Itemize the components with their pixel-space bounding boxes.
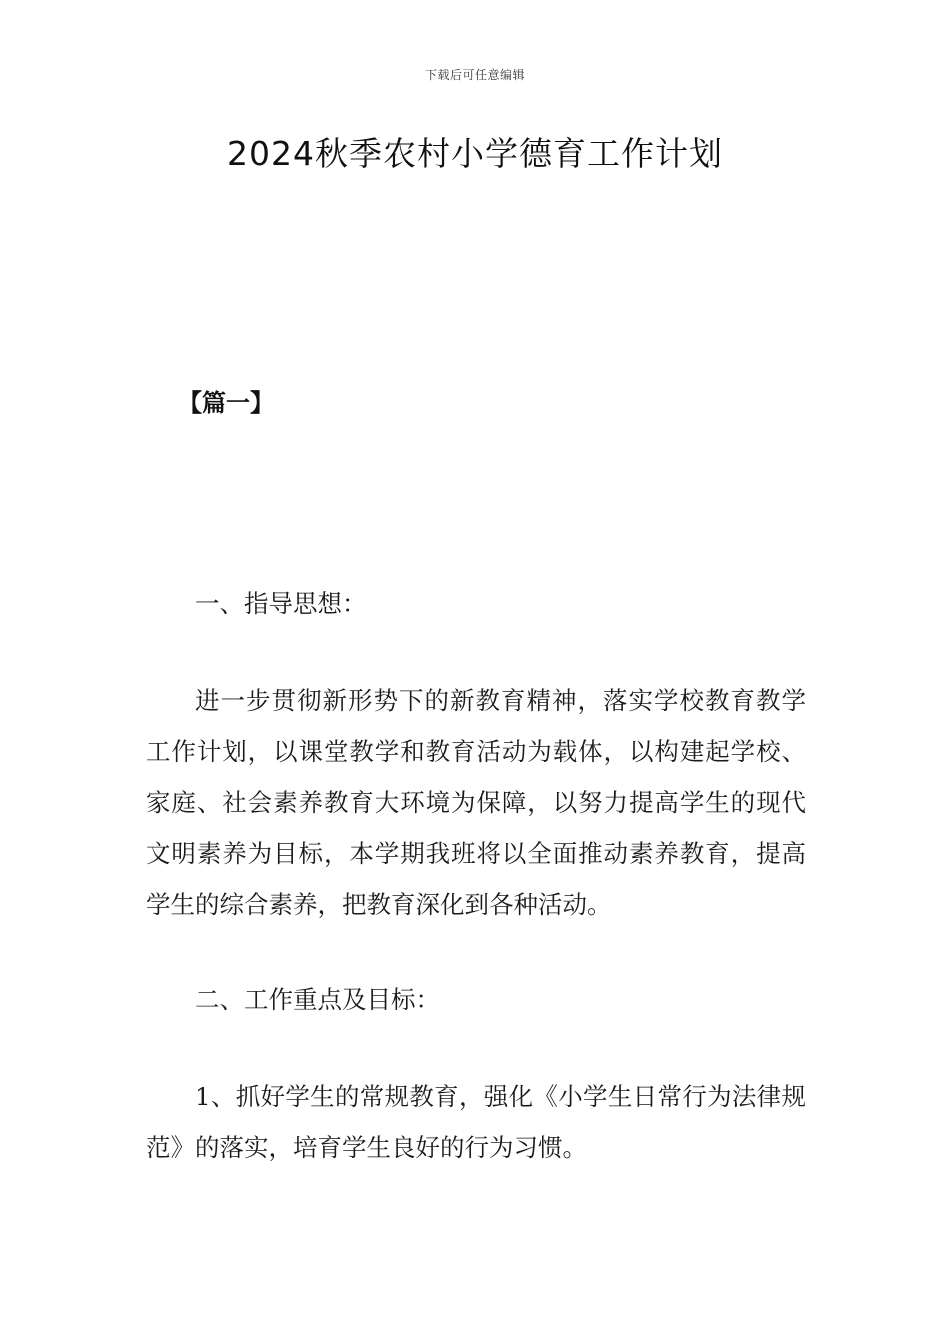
heading-guiding-ideology: 一、指导思想： <box>195 589 367 618</box>
header-note: 下载后可任意编辑 <box>424 68 525 82</box>
section-tag: 【篇一】 <box>178 389 274 417</box>
paragraph-guiding-ideology: 进一步贯彻新形势下的新教育精神，落实学校教育教学工作计划，以课堂教学和教育活动为载体，以构建起学校、家庭、社会素养教育大环境为保障，以努力提高学生的现代文明素养为目标，本学期我班将以全面推动素养教育，提高学生的综合素养，把教育深化到各种活动。 <box>146 686 806 919</box>
paragraph-work-focus-1: 1、抓好学生的常规教育，强化《小学生日常行为法律规范》的落实，培育学生良好的行为习惯。 <box>146 1082 806 1162</box>
document-title: 2024秋季农村小学德育工作计划 <box>227 134 723 173</box>
heading-work-focus: 二、工作重点及目标： <box>195 985 440 1014</box>
